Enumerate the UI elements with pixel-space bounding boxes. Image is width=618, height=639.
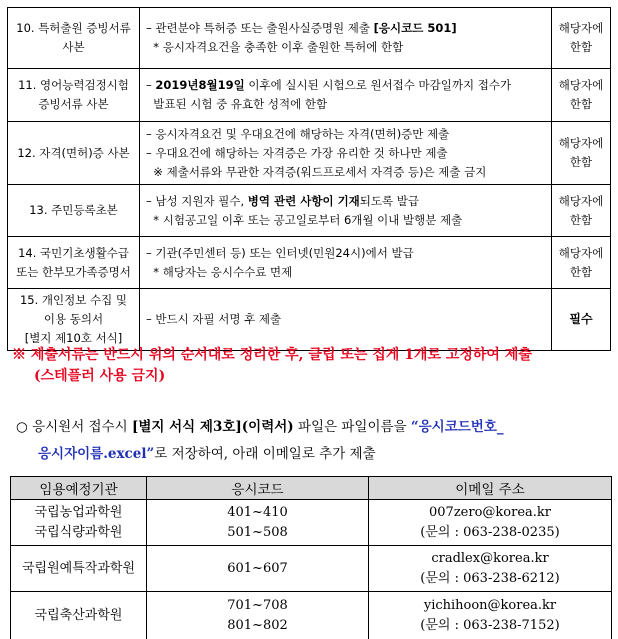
requirement-applicability — [552, 8, 611, 69]
notice-line-2: (스테플러 사용 금지) — [34, 368, 166, 384]
email-line: (문의 : 063-238-7152) — [420, 617, 560, 633]
description-line — [146, 211, 547, 230]
description-text: 발표된 시험 중 유효한 성적에 한함 — [146, 97, 328, 111]
description-emphasis: 2019년8월19일 — [155, 78, 245, 92]
contact-row — [11, 500, 612, 546]
requirement-item-name — [8, 8, 140, 69]
description-text: – 우대요건에 해당하는 자격증은 가장 유리한 것 하나만 제출 — [146, 145, 448, 160]
description-text: – 응시자격요건 및 우대요건에 해당하는 자격(면허)증만 제출 — [146, 126, 450, 141]
filename-format-part-1: “응시코드번호_ — [410, 419, 504, 435]
requirement-row — [8, 185, 611, 237]
filename-format-part-2: 응시자이름.excel” — [38, 446, 155, 462]
email-cell — [369, 546, 612, 592]
requirement-row — [8, 8, 611, 69]
email-line: (문의 : 063-238-6212) — [420, 570, 560, 586]
item-name-line: 11. 영어능력검정시험 — [18, 78, 129, 92]
requirement-item-name — [8, 289, 140, 351]
description-text: 이후에 실시된 시험으로 원서접수 마감일까지 접수가 — [244, 78, 512, 92]
description-text: – 남성 지원자 필수, — [146, 193, 248, 208]
description-line — [146, 244, 547, 263]
code-line: 401~410 — [227, 504, 288, 520]
description-line — [146, 38, 547, 57]
code-line: 801~802 — [227, 617, 288, 633]
description-text: * 해당자는 응시수수료 면제 — [146, 264, 293, 279]
org-line: 국립원예특작과학원 — [21, 560, 136, 576]
requirement-applicability — [552, 289, 611, 351]
requirement-row — [8, 289, 611, 351]
contact-row — [11, 546, 612, 592]
org-line: 국립농업과학원 — [34, 504, 123, 520]
item-name-line: 13. 주민등록초본 — [29, 203, 118, 217]
code-cell — [147, 592, 369, 639]
applicability-line: 해당자에 — [558, 193, 604, 208]
contact-row — [11, 592, 612, 639]
item-name-line: 10. 특허출원 증빙서류 — [16, 21, 131, 35]
description-line — [146, 163, 547, 182]
applicability-line: 필수 — [569, 312, 593, 326]
description-line — [146, 263, 547, 282]
requirement-applicability — [552, 185, 611, 237]
code-cell — [147, 500, 369, 546]
organization-cell — [11, 546, 147, 592]
applicability-line: 해당자에 — [558, 78, 604, 92]
notice-line-1: ※ 제출서류는 반드시 위의 순서대로 정리한 후, 클립 또는 집게 1개로 고정하여 제출 — [12, 347, 532, 363]
item-name-line: 또는 한부모가족증명서 — [16, 264, 131, 279]
description-line — [146, 19, 547, 38]
item-name-line: 이용 동의서 — [43, 312, 104, 326]
email-cell — [369, 500, 612, 546]
applicability-line: 해당자에 — [558, 21, 604, 35]
organization-cell — [11, 500, 147, 546]
requirement-applicability — [552, 122, 611, 185]
description-line — [146, 192, 547, 211]
email-line: cradlex@korea.kr — [431, 550, 549, 566]
org-line: 국립축산과학원 — [34, 607, 123, 623]
requirement-applicability — [552, 237, 611, 289]
requirement-description — [140, 122, 552, 185]
email-line: (문의 : 063-238-0235) — [420, 524, 560, 540]
requirement-description — [140, 237, 552, 289]
description-line — [146, 95, 547, 114]
requirement-description — [140, 69, 552, 122]
applicability-line: 한함 — [569, 264, 593, 279]
para-text-3: 로 저장하여, 아래 이메일로 추가 제출 — [154, 446, 376, 462]
description-emphasis: 병역 관련 사항이 기재 — [247, 193, 360, 208]
description-text: 되도록 발급 — [359, 193, 419, 208]
code-line: 601~607 — [227, 560, 288, 576]
description-text: – 기관(주민센터 등) 또는 인터넷(민원24시)에서 발급 — [146, 245, 414, 260]
para-text-2: 파일은 파일이름을 — [293, 419, 411, 435]
description-text: * 시험공고일 이후 또는 공고일로부터 6개월 이내 발행분 제출 — [146, 212, 463, 227]
header-code: 응시코드 — [147, 477, 369, 500]
header-organization: 임용예정기관 — [11, 477, 147, 500]
description-text: * 응시자격요건을 충족한 이후 출원한 특허에 한함 — [146, 40, 404, 54]
requirement-item-name — [8, 185, 140, 237]
email-line: yichihoon@korea.kr — [423, 597, 557, 613]
code-line: 701~708 — [227, 597, 288, 613]
applicability-line: 한함 — [569, 40, 593, 54]
applicability-line: 해당자에 — [558, 136, 604, 150]
description-line — [146, 76, 547, 95]
description-line — [146, 310, 547, 329]
requirement-item-name — [8, 122, 140, 185]
applicability-line: 해당자에 — [558, 245, 604, 260]
item-name-line: 사본 — [62, 40, 85, 54]
organization-cell — [11, 592, 147, 639]
description-text: – 반드시 자필 서명 후 제출 — [146, 312, 282, 326]
org-line: 국립식량과학원 — [34, 524, 123, 540]
item-name-line: 15. 개인정보 수집 및 — [19, 293, 128, 307]
item-name-line: 14. 국민기초생활수급 — [18, 245, 129, 260]
description-line — [146, 125, 547, 144]
code-line: 501~508 — [227, 524, 288, 540]
header-email: 이메일 주소 — [369, 477, 612, 500]
requirement-description — [140, 185, 552, 237]
requirement-row — [8, 69, 611, 122]
description-text: ※ 제출서류와 무관한 자격증(워드프로세서 자격증 등)은 제출 금지 — [146, 164, 487, 179]
resume-form-reference: [별지 서식 제3호](이력서) — [131, 419, 294, 435]
description-emphasis: [응시코드 501] — [373, 21, 457, 35]
email-line: 007zero@korea.kr — [429, 504, 551, 520]
applicability-line: 한함 — [569, 155, 593, 169]
applicability-line: 한함 — [569, 97, 593, 111]
requirement-row — [8, 122, 611, 185]
item-name-line: 증빙서류 사본 — [38, 97, 109, 111]
para-text-1: 응시원서 접수시 — [27, 419, 132, 435]
email-cell — [369, 592, 612, 639]
requirement-applicability — [552, 69, 611, 122]
applicability-line: 한함 — [569, 212, 593, 227]
description-text: – 관련분야 특허증 또는 출원사실증명원 제출 — [146, 21, 374, 35]
item-name-line: [별지 제10호 서식] — [24, 331, 123, 345]
contact-table — [10, 476, 612, 639]
submission-notice — [12, 345, 612, 387]
requirement-description — [140, 8, 552, 69]
requirement-item-name — [8, 237, 140, 289]
requirement-row — [8, 237, 611, 289]
requirement-item-name — [8, 69, 140, 122]
required-documents-table — [7, 7, 611, 351]
description-text: – — [146, 78, 156, 92]
bullet-circle-icon: ○ — [16, 419, 28, 435]
requirement-description — [140, 289, 552, 351]
email-submission-paragraph — [16, 414, 614, 468]
code-cell — [147, 546, 369, 592]
description-line — [146, 144, 547, 163]
item-name-line: 12. 자격(면허)증 사본 — [17, 145, 130, 160]
